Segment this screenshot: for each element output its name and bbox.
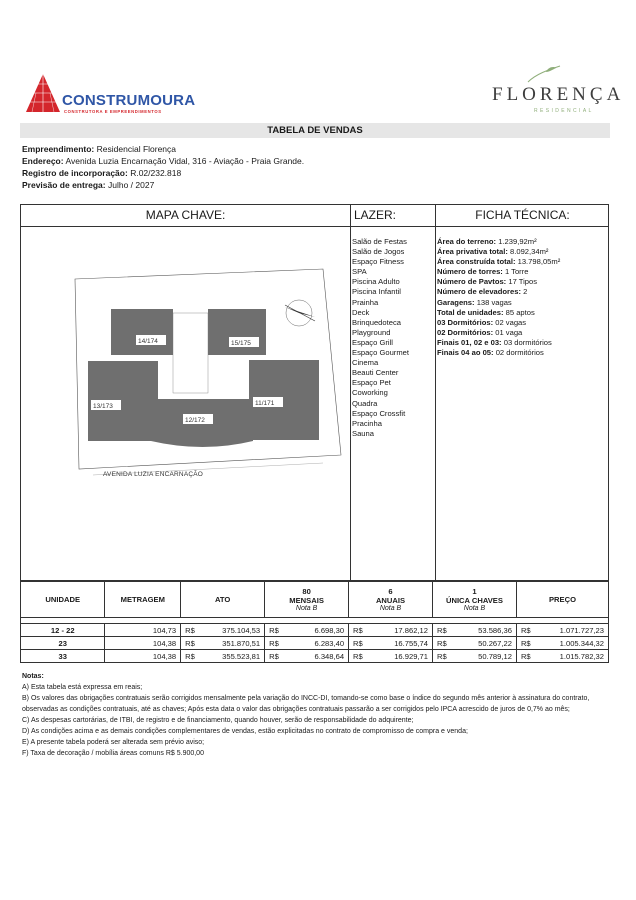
ficha-item: Número de elevadores: 2	[437, 287, 528, 297]
florenca-word: FLORENÇA	[492, 84, 625, 105]
table-cell: 375.104,53	[199, 624, 265, 637]
table-row	[21, 624, 609, 637]
tower-label: 12/172	[185, 417, 205, 424]
lazer-header: LAZER:	[351, 205, 435, 227]
table-cell: R$	[433, 637, 451, 650]
mapa-header: MAPA CHAVE:	[21, 205, 350, 227]
brand-subtitle: CONSTRUTORA E EMPREENDIMENTOS	[64, 109, 162, 114]
table-header-row	[21, 582, 609, 618]
north-arrow-icon	[285, 300, 315, 326]
note-item: B) Os valores das obrigações contratuais serão corrigidos mensalmente pela variação do INCC-DI, tomando-se como base o índice do segundo mês anterior à assinatura do contrato, observadas as condições contratuais, até as chaves; Após esta data o valor das obrigações contratuais passarão a ser corrigidos pelo IPCA acrescido de juros de 0,7% ao mês;	[22, 695, 590, 713]
lazer-item: Coworking	[352, 388, 388, 398]
col-anuais: 6 ANUAIS Nota B	[349, 582, 433, 618]
tower-label: 14/174	[138, 338, 158, 345]
lazer-item: Sauna	[352, 428, 374, 438]
note-item: F) Taxa de decoração / mobília áreas comuns R$ 5.900,00	[22, 750, 204, 757]
table-cell: R$	[265, 650, 283, 663]
leaf-flourish-icon	[524, 64, 564, 84]
table-cell: 23	[21, 637, 105, 650]
table-cell: 12 - 22	[21, 624, 105, 637]
col-metragem: METRAGEM	[105, 582, 181, 618]
ficha-item: Finais 01, 02 e 03: 03 dormitórios	[437, 337, 552, 347]
tower-label: 13/173	[93, 403, 113, 410]
ficha-item: Área do terreno: 1.239,92m²	[437, 237, 537, 246]
info-row-empreendimento: Empreendimento: Residencial Florença	[22, 144, 177, 154]
table-cell: 104,38	[105, 637, 181, 650]
table-cell: 17.862,12	[367, 624, 433, 637]
lazer-item: Espaço Pet	[352, 378, 391, 388]
table-cell: R$	[516, 650, 534, 663]
pyramid-icon	[26, 74, 60, 114]
lazer-item: Brinquedoteca	[352, 317, 401, 327]
lazer-item: Pracinha	[352, 418, 382, 428]
lazer-item: Quadra	[352, 398, 378, 408]
ficha-item: 03 Dormitórios: 02 vagas	[437, 317, 527, 327]
notes-title: Notas:	[22, 673, 44, 680]
lazer-item: Deck	[352, 307, 370, 317]
lazer-item: Playground	[352, 327, 391, 337]
table-cell: R$	[516, 637, 534, 650]
sales-table	[20, 581, 609, 663]
ficha-item: Número de torres: 1 Torre	[437, 267, 529, 277]
note-item: E) A presente tabela poderá ser alterada sem prévio aviso;	[22, 739, 205, 746]
table-cell: R$	[265, 624, 283, 637]
lazer-item: Espaço Grill	[352, 337, 393, 347]
lazer-item: Cinema	[352, 358, 379, 368]
page-header	[0, 60, 636, 120]
florenca-subtitle: RESIDENCIAL	[534, 108, 594, 114]
table-cell: 1.005.344,32	[535, 637, 609, 650]
table-cell: 16.929,71	[367, 650, 433, 663]
col-unidade: UNIDADE	[21, 582, 105, 618]
site-map	[23, 229, 349, 579]
table-row	[21, 650, 609, 663]
street-label: AVENIDA LUZIA ENCARNAÇÃO	[103, 471, 204, 478]
page-title: TABELA DE VENDAS	[20, 123, 610, 138]
tower-label: 15/175	[231, 340, 251, 347]
ficha-item: Área construída total: 13.798,05m²	[437, 257, 561, 267]
tower-15-175	[208, 309, 266, 355]
tower-14-174	[111, 309, 173, 355]
ficha-item: 02 Dormitórios: 01 vaga	[437, 327, 523, 337]
lazer-item: Salão de Festas	[352, 237, 407, 246]
table-cell: R$	[349, 637, 367, 650]
tower-label: 11/171	[255, 400, 275, 407]
table-cell: 104,38	[105, 650, 181, 663]
table-cell: 16.755,74	[367, 637, 433, 650]
project-info	[22, 143, 304, 191]
table-cell: 53.586,36	[451, 624, 517, 637]
table-cell: 1.071.727,23	[535, 624, 609, 637]
construmoura-logo	[26, 72, 196, 118]
florenca-logo	[486, 64, 625, 118]
info-row-previsao: Previsão de entrega: Julho / 2027	[22, 180, 155, 190]
lazer-item: Espaço Crossfit	[352, 408, 406, 418]
table-cell: R$	[181, 637, 199, 650]
col-preco: PREÇO	[516, 582, 608, 618]
table-cell: 50.267,22	[451, 637, 517, 650]
col-mensais: 80 MENSAIS Nota B	[265, 582, 349, 618]
table-cell: 6.348,64	[283, 650, 349, 663]
note-item: C) As despesas cartorárias, de ITBI, de registro e de financiamento, quando houver, serão de responsabilidade do adquirente;	[22, 717, 414, 724]
table-cell: R$	[181, 650, 199, 663]
col-chaves: 1 ÚNICA CHAVES Nota B	[433, 582, 517, 618]
ficha-list	[437, 237, 560, 358]
col-ato: ATO	[181, 582, 265, 618]
table-cell: 355.523,81	[199, 650, 265, 663]
table-cell: R$	[433, 624, 451, 637]
lazer-item: Beauti Center	[352, 368, 399, 378]
lazer-list	[352, 237, 409, 439]
divider	[435, 205, 436, 581]
lazer-item: Piscina Infantil	[352, 287, 401, 297]
table-cell: 6.698,30	[283, 624, 349, 637]
ficha-item: Finais 04 ao 05: 02 dormitórios	[437, 348, 544, 358]
ficha-item: Total de unidades: 85 aptos	[437, 307, 535, 317]
divider	[350, 205, 351, 581]
table-cell: R$	[516, 624, 534, 637]
ficha-item: Garagens: 138 vagas	[437, 297, 512, 307]
table-cell: R$	[265, 637, 283, 650]
main-panel	[20, 204, 609, 581]
lazer-item: Prainha	[352, 297, 379, 307]
table-cell: R$	[349, 624, 367, 637]
notes	[22, 671, 612, 759]
table-cell: R$	[433, 650, 451, 663]
lazer-item: Piscina Adulto	[352, 277, 400, 287]
table-cell: R$	[349, 650, 367, 663]
table-row	[21, 637, 609, 650]
note-item: A) Esta tabela está expressa em reais;	[22, 684, 143, 691]
table-cell: 104,73	[105, 624, 181, 637]
note-item: D) As condições acima e as demais condições complementares de vendas, estão explicitadas no contrato de compromisso de compra e venda;	[22, 728, 468, 735]
lazer-item: SPA	[352, 267, 367, 277]
table-cell: 351.870,51	[199, 637, 265, 650]
ficha-item: Número de Pavtos: 17 Tipos	[437, 277, 538, 287]
lazer-item: Salão de Jogos	[352, 247, 405, 257]
table-cell: 6.283,40	[283, 637, 349, 650]
brand-name: CONSTRUMOURA	[62, 92, 196, 109]
ficha-header: FICHA TÉCNICA:	[436, 205, 609, 227]
ficha-item: Área privativa total: 8.092,34m²	[437, 247, 549, 257]
table-cell: 1.015.782,32	[535, 650, 609, 663]
lazer-item: Espaço Fitness	[352, 257, 404, 267]
lazer-item: Espaço Gourmet	[352, 348, 409, 358]
table-cell: 33	[21, 650, 105, 663]
info-row-registro: Registro de incorporação: R.02/232.818	[22, 168, 182, 178]
table-cell: R$	[181, 624, 199, 637]
info-row-endereco: Endereço: Avenida Luzia Encarnação Vidal, 316 - Aviação - Praia Grande.	[22, 156, 305, 166]
central-court	[173, 313, 208, 393]
table-cell: 50.789,12	[451, 650, 517, 663]
